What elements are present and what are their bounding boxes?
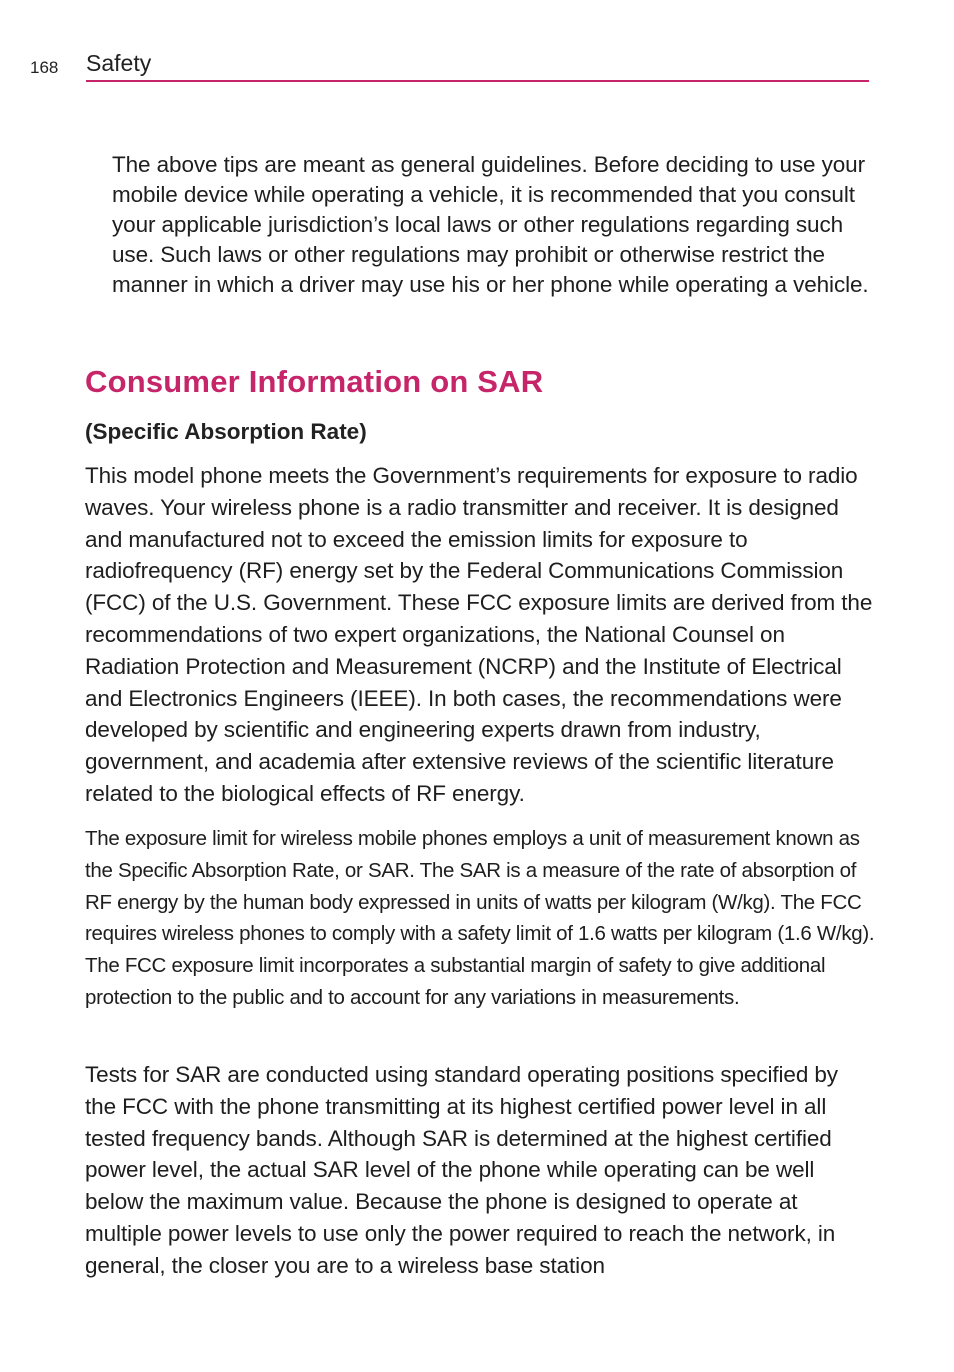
body-paragraph-1: This model phone meets the Government’s requirements for exposure to radio waves. Your wireless phone is a radio transmitter and receiver. It is designed and manufactured not to exceed the emission limits for exposure to radiofrequency (RF) energy set by the Federal Communications Commission (FCC) of the U.S. Government. These FCC exposure limits are derived from the recommendations of two expert organizations, the National Counsel on Radiation Protection and Measurement (NCRP) and the Institute of Electrical and Electronics Engineers (IEEE). In both cases, the recommendations were developed by scientific and engineering experts drawn from industry, government, and academia after extensive reviews of the scientific literature related to the biological effects of RF energy. [85,463,873,806]
body-paragraph-3: Tests for SAR are conducted using standard operating positions specified by the FCC with the phone transmitting at its highest certified power level in all tested frequency bands. Although SAR is determined at the highest certified power level, the actual SAR level of the phone while operating can be well below the maximum value. Because the phone is designed to operate at multiple power levels to use only the power required to reach the network, in general, the closer you are to a wireless base station [85,1062,838,1278]
section-subtitle: (Specific Absorption Rate) [85,419,367,444]
body-paragraph-2: The exposure limit for wireless mobile phones employs a unit of measurement known as the Specific Absorption Rate, or SAR. The SAR is a measure of the rate of absorption of RF energy by the human body expressed in units of watts per kilogram (W/kg). The FCC requires wireless phones to comply with a safety limit of 1.6 watts per kilogram (1.6 W/kg). The FCC exposure limit incorporates a substantial margin of safety to give additional protection to the public and to account for any variations in measurements. [85,827,875,1009]
section-title: Consumer Information on SAR [85,364,544,399]
page-number: 168 [30,58,59,77]
intro-paragraph: The above tips are meant as general guidelines. Before deciding to use your mobile device while operating a vehicle, it is recommended that you consult your applicable jurisdiction’s local laws or other regulations regarding such use. Such laws or other regulations may prohibit or otherwise restrict the manner in which a driver may use his or her phone while operating a vehicle. [112,152,869,297]
section-name: Safety [86,50,152,76]
header-divider [86,80,869,82]
